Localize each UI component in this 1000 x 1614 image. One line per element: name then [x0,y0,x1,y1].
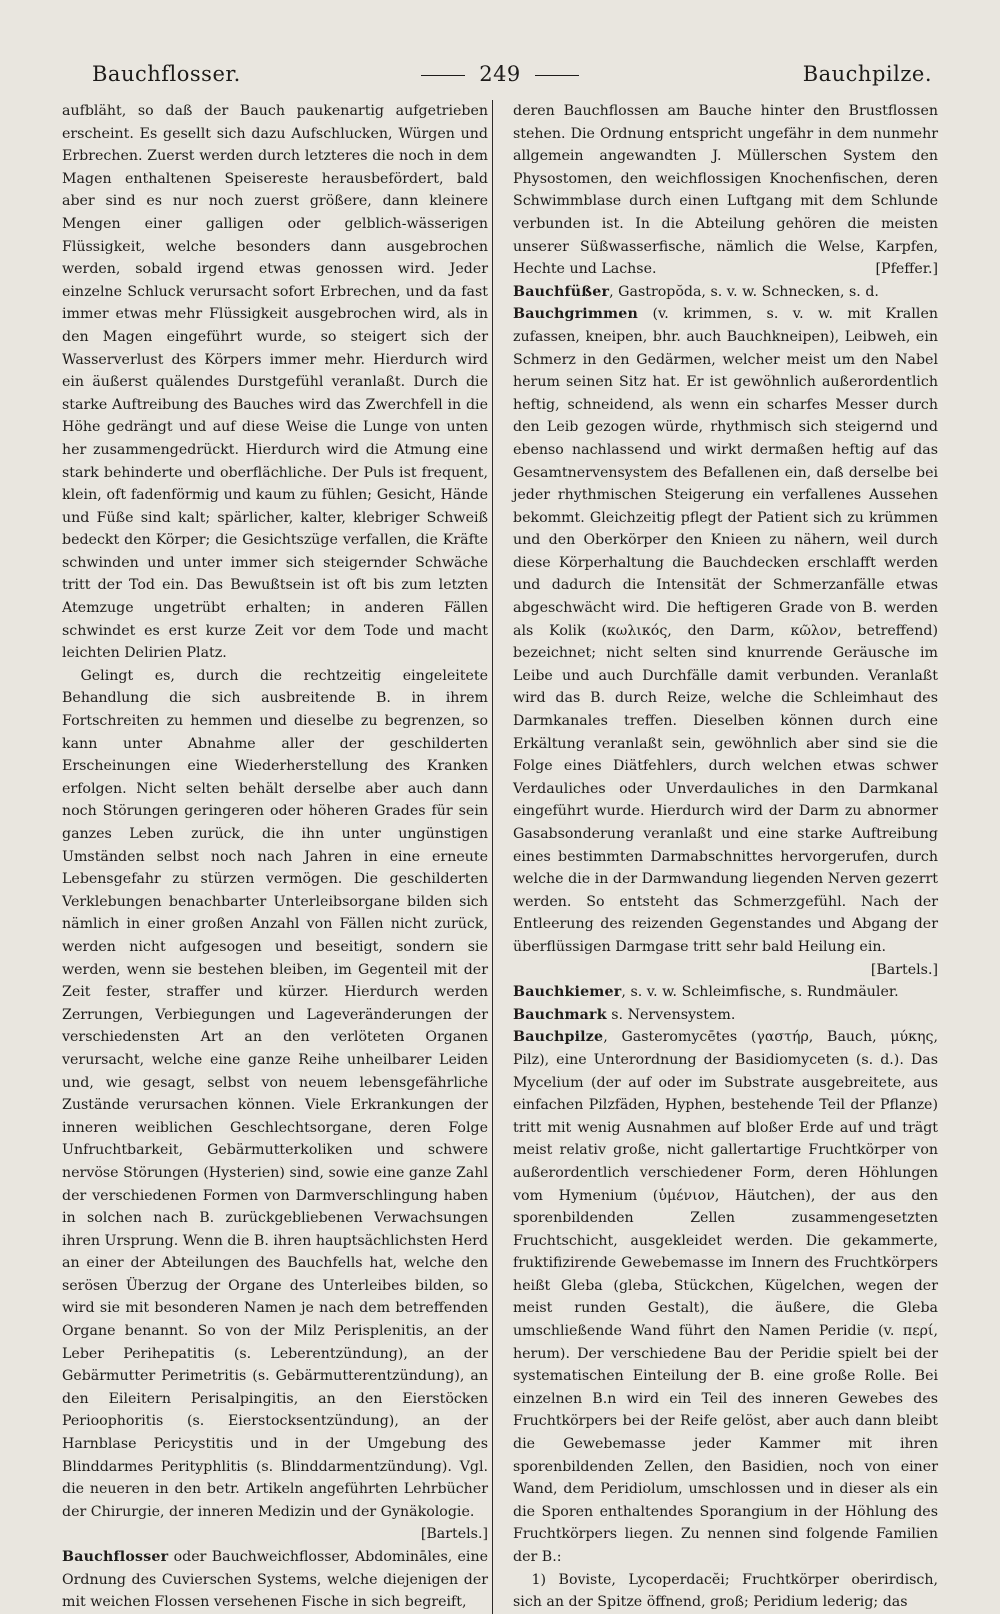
entry-headword: Bauchgrimmen [513,306,639,323]
dictionary-entry [513,281,938,304]
header-rule-right [535,75,579,76]
entry-headword: Bauchkiemer [513,984,622,1001]
entry-headword: Bauchflosser [62,1549,169,1565]
running-header [62,58,938,100]
entry-text: , Gastropŏda, s. v. w. Schnecken, s. d. [609,283,879,300]
dictionary-entry [513,303,938,981]
paragraph [62,665,488,1546]
entry-text: , s. v. w. Schleimfische, s. Rundmäuler. [621,984,899,1001]
header-right-keyword: Bauchpilze. [802,62,932,86]
author-signature: [Bartels.] [870,961,938,978]
author-signature: [Bartels.] [420,1526,488,1543]
entry-headword: Bauchpilze [513,1029,604,1046]
paragraph-text: 1) Boviste, Lycoperdacĕi; Fruchtkörper oberirdisch, sich an der Spitze öffnend, groß; Peridium lederig; das [513,1571,938,1611]
paragraph-text: aufbläht, so daß der Bauch paukenartig aufgetrieben erscheint. Es gesellt sich dazu Aufschlucken, Würgen und Erbrechen. Zuerst werden durch letzteres die noch in dem Magen enthaltenen Speisereste herausbefördert, bald aber sind es nur noch zuerst größere, dann kleinere Mengen einer galligen oder gelblich-wässerigen Flüssigkeit, welche besonders dann ausgebrochen werden, sobald irgend etwas genossen wird. Jeder einzelne Schluck verursacht sofort Erbrechen, und da fast immer etwas mehr Flüssigkeit ausgebrochen wird, als in den Magen eingeführt wurde, so steigert sich der Wasserverlust des Körpers immer mehr. Hierdurch wird ein äußerst quälendes Durstgefühl veranlaßt. Durch die starke Auftreibung des Bauches wird das Zwerchfell in die Höhe gedrängt und auf diese Weise die Lunge von unten her zusammengedrückt. Hierdurch wird die Atmung eine stark behinderte und oberflächliche. Der Puls ist frequent, klein, oft fadenförmig und kaum zu fühlen; Gesicht, Hände und Füße sind kalt; spärlicher, kalter, klebriger Schweiß bedeckt den Körper; die Gesichtszüge verfallen, die Kräfte schwinden und unter immer sich steigernder Schwäche tritt der Tod ein. Das Bewußtsein ist oft bis zum letzten Atemzuge ungetrübt erhalten; in anderen Fällen schwindet es erst kurze Zeit vor dem Tode und macht leichten Delirien Platz. [62,103,488,662]
entry-text: s. Nervensystem. [606,1006,736,1023]
header-left-keyword: Bauchflosser. [92,62,241,86]
author-signature: [Pfeffer.] [875,261,938,278]
paragraph-text: deren Bauchflossen am Bauche hinter den Brustflossen stehen. Die Ordnung entspricht ungefähr in dem nunmehr allgemein angewandten J. Müllerschen System den Physostomen, den weichflossigen Knochenfischen, deren Schwimmblase durch einen Luftgang mit dem Schlunde verbunden ist. In die Abteilung gehören die meisten unserer Süßwasserfische, nämlich die Welse, Karpfen, Hechte und Lachse. [513,103,938,278]
dictionary-entry [513,1004,938,1027]
text-columns [62,100,938,1614]
paragraph-text: Gelingt es, durch die rechtzeitig eingeleitete Behandlung die sich ausbreitende B. in ihrem Fortschreiten zu hemmen und dieselbe zu begrenzen, so kann unter Abnahme aller der geschilderten Erscheinungen eine Wiederherstellung des Kranken erfolgen. Nicht selten behält derselbe aber auch dann noch Störungen geringeren oder höheren Grades für sein ganzes Leben zurück, die ihn unter ungünstigen Umständen selbst noch nach Jahren in eine erneute Lebensgefahr zu stürzen vermögen. Die geschilderten Verklebungen benachbarter Unterleibsorgane bilden sich nämlich in einer großen Anzahl von Fällen nicht zurück, werden nicht aufgesogen und beseitigt, sondern sie werden, wenn sie bestehen bleiben, im Gegenteil mit der Zeit fester, straffer und kürzer. Hierdurch werden Zerrungen, Verbiegungen und Lageveränderungen der verschiedensten Art an den verlöteten Organen verursacht, welche eine ganze Reihe unheilbarer Leiden und, wie gesagt, selbst von neuem lebensgefährliche Zustände verursachen können. Viele Erkrankungen der inneren weiblichen Geschlechtsorgane, deren Folge Unfruchtbarkeit, Gebärmutterkoliken und schwere nervöse Störungen (Hysterien) sind, sowie eine ganze Zahl der verschiedenen Formen von Darmverschlingung haben in solchen nach B. zurückgebliebenen Verwachsungen ihren Ursprung. Wenn die B. ihren hauptsächlichsten Herd an einer der Abteilungen des Bauchfells hat, welche den serösen Überzug der Organe des Unterleibes bilden, so wird sie mit besonderen Namen je nach dem betreffenden Organe benannt. So von der Milz Perisplenitis, an der Leber Perihepatitis (s. Leberentzündung), an der Gebärmutter Perimetritis (s. Gebärmutterentzündung), an den Eileitern Perisalpingitis, an den Eierstöcken Perioophoritis (s. Eierstocksentzündung), an der Harnblase Pericystitis und in der Umgebung des Blinddarmes Perityphlitis (s. Blinddarmentzündung). Vgl. die neueren in den betr. Artikeln angeführten Lehrbücher der Chirurgie, der inneren Medizin und der Gynäkologie. [62,667,488,1520]
page-number: 249 [479,62,521,86]
paragraph [62,100,488,665]
entry-headword: Bauchmark [513,1006,607,1023]
paragraph [513,1569,938,1614]
dictionary-entry [513,981,938,1004]
paragraph [513,100,938,281]
dictionary-entry [62,1546,488,1614]
entry-headword: Bauchfüßer [513,283,610,300]
entry-text: (v. krimmen, s. v. w. mit Krallen zufassen, kneipen, bhr. auch Bauchkneipen), Leibweh, ein Schmerz in den Gedärmen, welcher meist um den Nabel herum seinen Sitz hat. Er ist gewöhnlich außerordentlich heftig, schneidend, als wenn ein scharfes Messer durch den Leib gezogen würde, rhythmisch sich steigernd und ebenso nachlassend und wirkt dermaßen heftig auf das Gesamtnervensystem des Befallenen ein, daß derselbe bei jeder rhythmischen Steigerung ein verfallenes Aussehen bekommt. Gleichzeitig pflegt der Patient sich zu krümmen und den Oberkörper den Knieen zu nähern, weil durch diese Körperhaltung die Bauchdecken erschlafft werden und dadurch die Intensität der Schmerzanfälle etwas abgeschwächt wird. Die heftigeren Grade von B. werden als Kolik (κωλικός, den Darm, κῶλον, betreffend) bezeichnet; nicht selten sind knurrende Geräusche im Leibe und auch Durchfälle damit verbunden. Veranlaßt wird das B. durch Reize, welche die Schleimhaut des Darmkanales treffen. Dieselben können durch eine Erkältung veranlaßt sein, gewöhnlich aber sind sie die Folge eines Diätfehlers, durch welchen etwas schwer Verdauliches oder Unverdauliches in den Darmkanal eingeführt wurde. Hierdurch wird der Darm zu abnormer Gasabsonderung veranlaßt und eine starke Auftreibung eines bestimmten Darmabschnittes hervorgerufen, durch welche die in der Darmwandung liegenden Nerven gezerrt werden. So entsteht das Schmerzgefühl. Nach der Entleerung des reizenden Gegenstandes und Abgang der überflüssigen Darmgase tritt sehr bald Heilung ein. [513,306,938,955]
header-rule-left [421,75,465,76]
entry-text: oder Bauchweichflosser, Abdomināles, eine Ordnung des Cuvierschen Systems, welche diejenigen der mit weichen Flossen versehenen Fische in sich begreift, [62,1549,488,1611]
right-column [507,100,938,1614]
dictionary-entry [513,1026,938,1568]
entry-text: , Gasteromycētes (γαστήρ, Bauch, μύκης, Pilz), eine Unterordnung der Basidiomyceten (s. d.). Das Mycelium (der auf oder im Substrate ausgebreitete, aus einfachen Pilzfäden, Hyphen, bestehende Teil der Pflanze) tritt mit wenig Ausnahmen auf bloßer Erde auf und trägt meist relativ große, nicht gallertartige Fruchtkörper von außerordentlich verschiedener Form, deren Höhlungen vom Hymenium (ὑμένιον, Häutchen), der aus den sporenbildenden Zellen zusammengesetzten Fruchtschicht, ausgekleidet werden. Die gekammerte, fruktifizirende Gewebemasse im Innern des Fruchtkörpers heißt Gleba (gleba, Stückchen, Kügelchen, wegen der meist runden Gestalt), die äußere, die Gleba umschließende Wand führt den Namen Peridie (v. περί, herum). Der verschiedene Bau der Peridie spielt bei der systematischen Einteilung der B. eine große Rolle. Bei einzelnen B.n wird ein Teil des inneren Gewebes des Fruchtkörpers bei der Reife gelöst, aber auch dann bleibt die Gewebemasse jeder Kammer mit ihren sporenbildenden Zellen, den Basidien, noch von einer Wand, dem Peridiolum, umschlossen und in dieser als ein die Sporen enthaltendes Sporangium in der Höhlung des Fruchtkörpers liegen. Zu nennen sind folgende Familien der B.: [513,1029,938,1565]
left-column [62,100,493,1614]
